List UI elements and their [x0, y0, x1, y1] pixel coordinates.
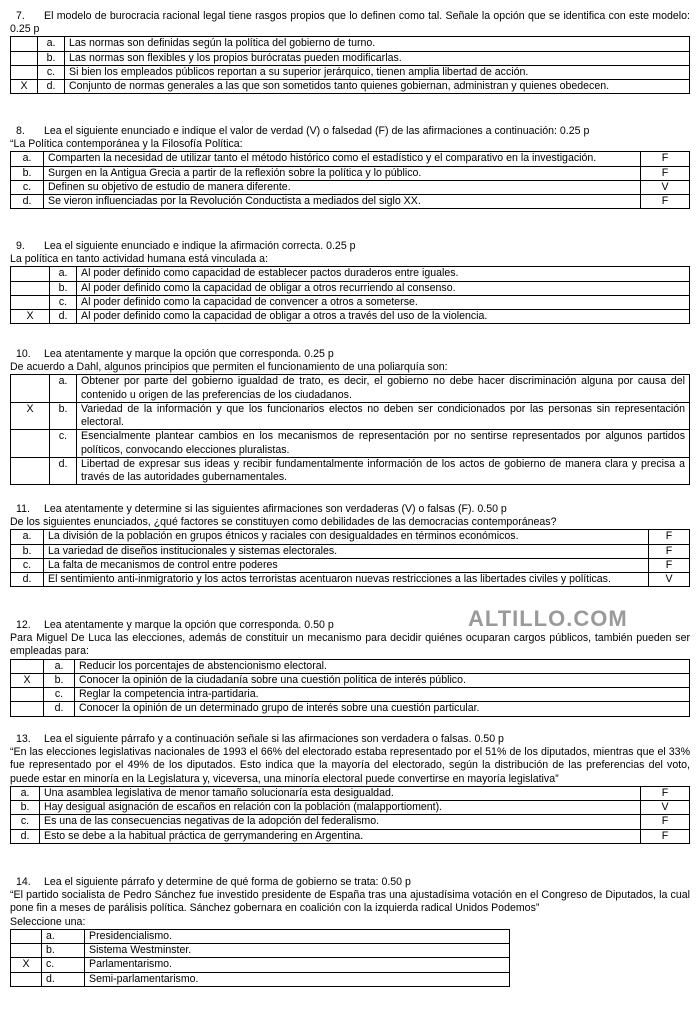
option-letter: d. — [50, 457, 77, 484]
answer-mark — [11, 944, 42, 958]
option-row[interactable] — [11, 972, 510, 986]
option-letter: d. — [38, 80, 65, 94]
options-table — [10, 659, 690, 717]
option-text: Al poder definido como capacidad de establecer pactos duraderos entre iguales. — [77, 267, 690, 281]
option-text: Surgen en la Antigua Grecia a partir de la reflexión sobre la política y lo público. — [44, 166, 641, 180]
answer-mark — [11, 281, 50, 295]
question-7 — [10, 10, 690, 94]
option-text: Esto se debe a la habitual práctica de gerrymandering en Argentina. — [40, 829, 641, 843]
options-table — [10, 151, 690, 209]
option-letter: a. — [50, 267, 77, 281]
option-text: Obtener por parte del gobierno igualdad de trato, es decir, el gobierno no debe hacer discriminación alguna por causa del contenido u origen de las preferencias de los ciudadanos. — [77, 375, 690, 402]
option-text: Libertad de expresar sus ideas y recibir fundamentalmente información de los actos de gobierno de manera clara y precisa a través de las autoridades gubernamentales. — [77, 457, 690, 484]
question-prompt: 14. Lea el siguiente párrafo y determine de qué forma de gobierno se trata: 0.50 p — [16, 876, 411, 888]
option-letter: b. — [38, 51, 65, 65]
option-letter: b. — [50, 281, 77, 295]
question-13 — [10, 733, 690, 844]
option-letter: b. — [11, 166, 44, 180]
option-letter: d. — [50, 310, 77, 324]
option-letter: a. — [38, 37, 65, 51]
option-row[interactable] — [11, 295, 690, 309]
answer-mark: X — [11, 402, 50, 429]
answer-mark — [11, 659, 44, 673]
truth-value: F — [641, 815, 690, 829]
option-row[interactable] — [11, 65, 690, 79]
answer-mark — [11, 457, 50, 484]
option-text: Las normas son flexibles y los propios burócratas pueden modificarlas. — [65, 51, 690, 65]
option-text: Al poder definido como la capacidad de obligar a otros recurriendo al consenso. — [77, 281, 690, 295]
option-row[interactable] — [11, 166, 690, 180]
option-letter: b. — [11, 544, 44, 558]
option-text: Al poder definido como la capacidad de obligar a otros a través del uso de la violencia. — [77, 310, 690, 324]
question-statement: De acuerdo a Dahl, algunos principios que permiten el funcionamiento de una poliarquía son: — [10, 361, 448, 374]
option-letter: a. — [11, 152, 44, 166]
option-text: Es una de las consecuencias negativas de la adopción del federalismo. — [40, 815, 641, 829]
question-14 — [10, 876, 690, 987]
option-row[interactable] — [11, 829, 690, 843]
option-letter: b. — [42, 944, 85, 958]
option-text: Comparten la necesidad de utilizar tanto el método histórico como el estadístico y el comparativo en la investigación. — [44, 152, 641, 166]
option-text: Reducir los porcentajes de abstencionismo electoral. — [75, 659, 690, 673]
option-row[interactable] — [11, 659, 690, 673]
truth-value: V — [649, 573, 690, 587]
answer-mark: X — [11, 310, 50, 324]
option-row[interactable] — [11, 375, 690, 402]
option-text: Hay desigual asignación de escaños en relación con la población (malapportioment). — [40, 801, 641, 815]
select-instruction: Seleccione una: — [10, 915, 86, 928]
question-prompt: 13. Lea el siguiente párrafo y a continuación señale si las afirmaciones son verdadera o falsas. 0.50 p — [16, 733, 504, 745]
option-text: Definen su objetivo de estudio de manera diferente. — [44, 180, 641, 194]
option-text: Se vieron influenciadas por la Revolución Conductista a mediados del siglo XX. — [44, 195, 641, 209]
question-10 — [10, 348, 690, 485]
answer-mark — [11, 929, 42, 943]
option-text: Reglar la competencia intra-partidaria. — [75, 688, 690, 702]
option-text: La variedad de diseños institucionales y sistemas electorales. — [44, 544, 649, 558]
question-11 — [10, 503, 690, 587]
option-letter: c. — [38, 65, 65, 79]
options-table — [10, 529, 690, 587]
option-letter: c. — [11, 815, 40, 829]
option-row[interactable] — [11, 801, 690, 815]
option-letter: d. — [42, 972, 85, 986]
option-row[interactable] — [11, 544, 690, 558]
answer-mark — [11, 65, 38, 79]
option-letter: b. — [11, 801, 40, 815]
question-prompt: 7. El modelo de burocracia racional legal tiene rasgos propios que lo definen como tal. Señale la opción que se identifica con este modelo: 0.25 p — [10, 10, 690, 36]
option-row[interactable] — [11, 80, 690, 94]
answer-mark — [11, 375, 50, 402]
option-text: Sistema Westminster. — [85, 944, 510, 958]
option-text: Las normas son definidas según la política del gobierno de turno. — [65, 37, 690, 51]
options-table — [10, 36, 690, 94]
question-statement: “La Política contemporánea y la Filosofía Política: — [10, 138, 243, 151]
option-letter: a. — [44, 659, 75, 673]
option-row[interactable] — [11, 558, 690, 572]
option-text: Parlamentarismo. — [85, 958, 510, 972]
option-row[interactable] — [11, 815, 690, 829]
truth-value: V — [641, 801, 690, 815]
question-prompt: 9. Lea el siguiente enunciado e indique la afirmación correcta. 0.25 p — [16, 240, 356, 252]
option-text: La división de la población en grupos étnicos y raciales con desigualdades en términos económicos. — [44, 530, 649, 544]
option-text: La falta de mecanismos de control entre poderes — [44, 558, 649, 572]
option-letter: a. — [42, 929, 85, 943]
option-letter: a. — [50, 375, 77, 402]
question-9 — [10, 240, 690, 324]
truth-value: F — [641, 166, 690, 180]
option-text: El sentimiento anti-inmigratorio y los actos terroristas acentuaron nuevas restricciones a las libertades civiles y políticas. — [44, 573, 649, 587]
option-letter: c. — [44, 688, 75, 702]
question-8 — [10, 125, 690, 209]
option-row[interactable] — [11, 310, 690, 324]
option-row[interactable] — [11, 702, 690, 716]
option-text: Conocer la opinión de la ciudadanía sobre una cuestión política de interés público. — [75, 673, 690, 687]
answer-mark — [11, 972, 42, 986]
option-row[interactable] — [11, 958, 510, 972]
options-table — [10, 786, 690, 844]
option-letter: d. — [11, 573, 44, 587]
option-row[interactable] — [11, 37, 690, 51]
question-statement: Para Miguel De Luca las elecciones, además de constituir un mecanismo para decidir quiénes ocuparan cargos públicos, también pueden ser empleadas para: — [10, 632, 690, 658]
option-letter: b. — [44, 673, 75, 687]
option-row[interactable] — [11, 267, 690, 281]
answer-mark: X — [11, 80, 38, 94]
option-row[interactable] — [11, 573, 690, 587]
truth-value: F — [649, 558, 690, 572]
option-row[interactable] — [11, 402, 690, 429]
option-letter: c. — [11, 180, 44, 194]
option-letter: c. — [50, 430, 77, 457]
question-statement: “El partido socialista de Pedro Sánchez fue investido presidente de España tras una ajustadísima votación en el Congreso de Diputados, la cual pone fin a meses de parálisis política. Sánchez gobernara en coalición con la izquierda radical Unidos Podemos” — [10, 889, 690, 915]
watermark: ALTILLO.COM — [468, 606, 628, 631]
option-row[interactable] — [11, 457, 690, 484]
question-prompt: 10. Lea atentamente y marque la opción que corresponda. 0.25 p — [16, 348, 334, 360]
question-statement: De los siguientes enunciados, ¿qué factores se constituyen como debilidades de las democracias contemporáneas? — [10, 516, 557, 529]
option-row[interactable] — [11, 673, 690, 687]
option-row[interactable] — [11, 51, 690, 65]
option-row[interactable] — [11, 195, 690, 209]
option-letter: d. — [11, 829, 40, 843]
options-table — [10, 929, 510, 987]
options-table — [10, 266, 690, 324]
answer-mark — [11, 430, 50, 457]
option-text: Presidencialismo. — [85, 929, 510, 943]
answer-mark — [11, 267, 50, 281]
option-letter: b. — [50, 402, 77, 429]
option-letter: d. — [44, 702, 75, 716]
option-letter: c. — [50, 295, 77, 309]
truth-value: F — [641, 152, 690, 166]
truth-value: F — [641, 829, 690, 843]
option-row[interactable] — [11, 944, 510, 958]
answer-mark — [11, 688, 44, 702]
option-text: Esencialmente plantear cambios en los mecanismos de representación por no sentirse representados por algunos partidos políticos, convocando elecciones pluralistas. — [77, 430, 690, 457]
truth-value: F — [641, 195, 690, 209]
option-row[interactable] — [11, 281, 690, 295]
question-prompt: 11. Lea atentamente y determine si las siguientes afirmaciones son verdaderas (V) o falsas (F). 0.50 p — [16, 503, 507, 515]
option-letter: c. — [11, 558, 44, 572]
option-letter: a. — [11, 786, 40, 800]
truth-value: F — [649, 544, 690, 558]
option-letter: d. — [11, 195, 44, 209]
answer-mark — [11, 51, 38, 65]
question-prompt: 12. Lea atentamente y marque la opción que corresponda. 0.50 p — [16, 619, 334, 631]
option-text: Variedad de la información y que los funcionarios electos no deben ser condicionados por las personas sin representación electoral. — [77, 402, 690, 429]
option-text: Una asamblea legislativa de menor tamaño solucionaría esta desigualdad. — [40, 786, 641, 800]
option-letter: c. — [42, 958, 85, 972]
truth-value: F — [649, 530, 690, 544]
answer-mark: X — [11, 958, 42, 972]
truth-value: F — [641, 786, 690, 800]
option-row[interactable] — [11, 430, 690, 457]
option-letter: a. — [11, 530, 44, 544]
option-row[interactable] — [11, 180, 690, 194]
answer-mark — [11, 295, 50, 309]
option-text: Conjunto de normas generales a las que son sometidos tanto quienes gobiernan, administran y quienes obedecen. — [65, 80, 690, 94]
option-text: Conocer la opinión de un determinado grupo de interés sobre una cuestión particular. — [75, 702, 690, 716]
question-statement: “En las elecciones legislativas nacionales de 1993 el 66% del electorado estaba representado por el 51% de los diputados, mientras que el 33% fue representado por el 49% de los diputados. Esto indica que la mayoría del electorado, según la distribución de las preferencias del voto, puede estar en minoría en la Legislatura y, viceversa, una minoría electoral puede convertirse en mayoría legislativa” — [10, 746, 690, 785]
question-prompt: 8. Lea el siguiente enunciado e indique el valor de verdad (V) o falsedad (F) de las afirmaciones a continuación: 0.25 p — [16, 125, 590, 137]
option-text: Al poder definido como la capacidad de convencer a otros a someterse. — [77, 295, 690, 309]
answer-mark: X — [11, 673, 44, 687]
options-table — [10, 374, 690, 485]
question-12 — [10, 619, 690, 717]
option-text: Semi-parlamentarismo. — [85, 972, 510, 986]
option-row[interactable] — [11, 530, 690, 544]
option-row[interactable] — [11, 688, 690, 702]
option-row[interactable] — [11, 786, 690, 800]
option-row[interactable] — [11, 152, 690, 166]
option-text: Si bien los empleados públicos reportan a su superior jerárquico, tienen amplia libertad de acción. — [65, 65, 690, 79]
option-row[interactable] — [11, 929, 510, 943]
truth-value: V — [641, 180, 690, 194]
question-statement: La política en tanto actividad humana está vinculada a: — [10, 253, 268, 266]
answer-mark — [11, 37, 38, 51]
answer-mark — [11, 702, 44, 716]
